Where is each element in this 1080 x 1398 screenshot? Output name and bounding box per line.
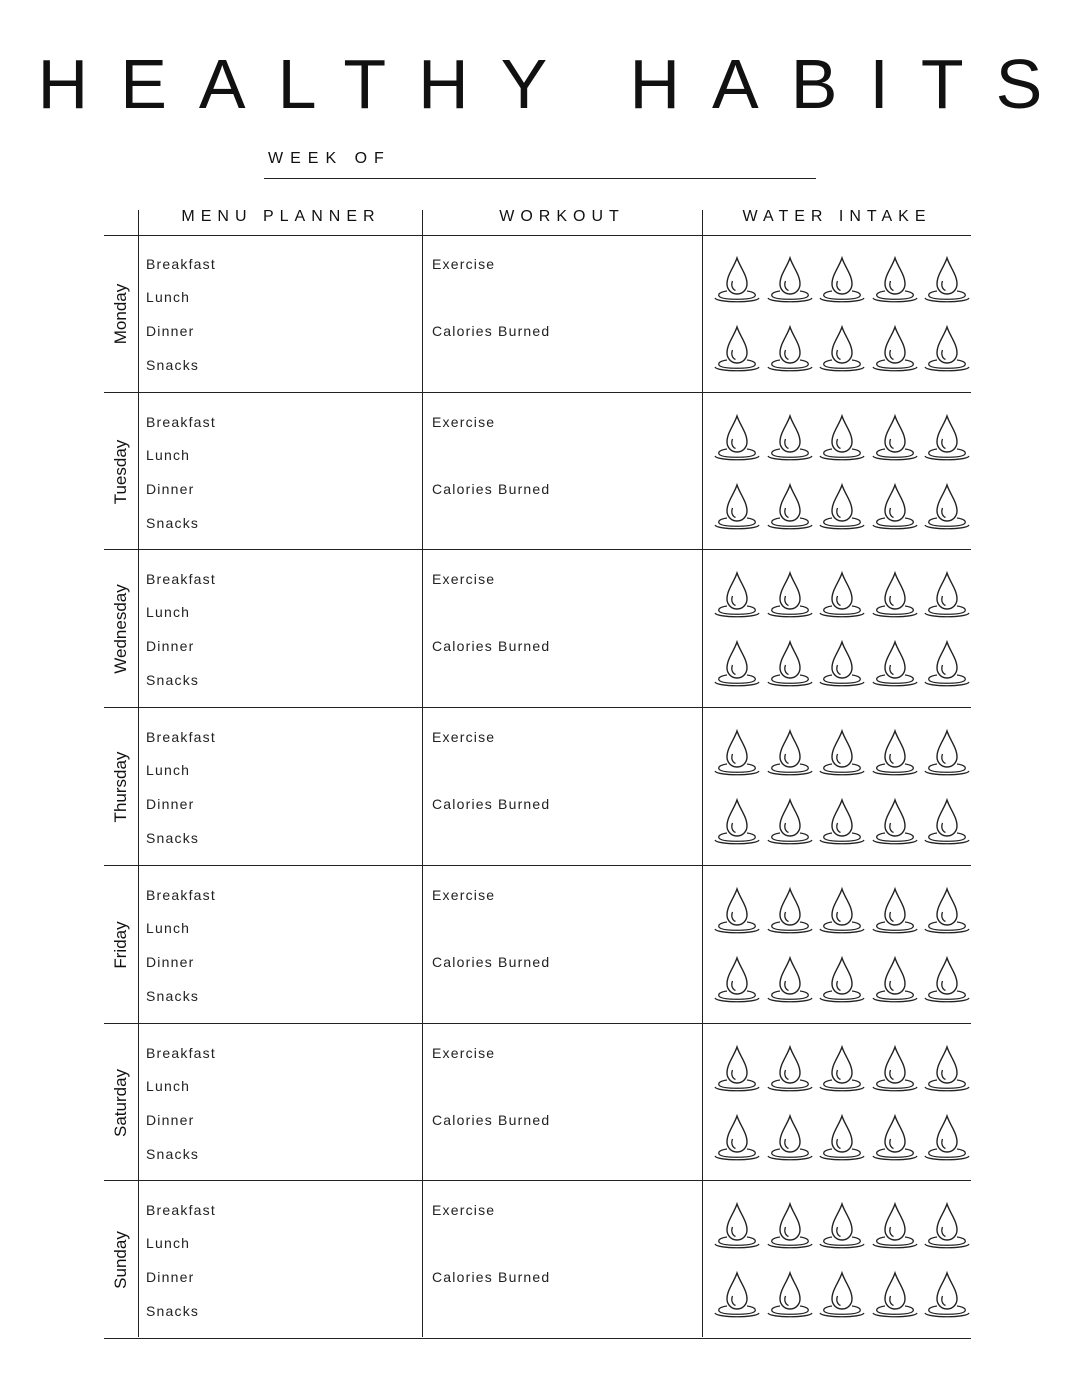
water-drop-icon[interactable] [872, 324, 918, 376]
water-intake-header: WATER INTAKE [742, 208, 932, 225]
water-drop-icon[interactable] [819, 324, 865, 376]
water-drop-icon[interactable] [767, 413, 813, 465]
row-divider [104, 392, 971, 393]
workout-label: Exercise [432, 1044, 496, 1061]
water-drop-icon[interactable] [924, 255, 970, 307]
meal-label: Breakfast [146, 729, 216, 746]
water-drop-icon[interactable] [872, 1270, 918, 1322]
row-divider [104, 1023, 971, 1024]
workout-label: Calories Burned [432, 796, 551, 813]
row-divider [104, 707, 971, 708]
water-drop-icon[interactable] [872, 797, 918, 849]
meal-label: Dinner [146, 953, 195, 970]
day-name: Wednesday [111, 584, 130, 675]
water-drop-icon[interactable] [924, 413, 970, 465]
water-drop-icon[interactable] [767, 570, 813, 622]
water-drop-icon[interactable] [924, 1270, 970, 1322]
meal-label: Snacks [146, 514, 200, 531]
meal-label: Snacks [146, 672, 200, 689]
week-of-label: WEEK OF [268, 150, 391, 167]
day-row [104, 1024, 971, 1182]
water-drops [714, 1181, 976, 1339]
water-drop-icon[interactable] [767, 797, 813, 849]
water-drop-icon[interactable] [872, 639, 918, 691]
day-name: Friday [111, 921, 130, 969]
water-drop-icon[interactable] [819, 1201, 865, 1253]
meal-label: Lunch [146, 1077, 191, 1094]
meal-label: Lunch [146, 289, 191, 305]
meal-label: Lunch [146, 919, 191, 936]
workout-label: Exercise [432, 571, 496, 588]
day-row [104, 866, 971, 1024]
meal-label: Snacks [146, 1303, 200, 1320]
water-drop-icon[interactable] [924, 1044, 970, 1096]
water-drop-icon[interactable] [924, 324, 970, 376]
workout-label: Calories Burned [432, 953, 551, 970]
water-drop-icon[interactable] [767, 255, 813, 307]
water-drop-icon[interactable] [924, 955, 970, 1007]
water-drop-icon[interactable] [872, 413, 918, 465]
meal-label: Dinner [146, 796, 195, 813]
workout-label: Exercise [432, 729, 496, 746]
water-drop-icon[interactable] [714, 1201, 760, 1253]
water-drop-icon[interactable] [714, 728, 760, 780]
water-drop-icon[interactable] [819, 1113, 865, 1165]
page-title: HEALTHY HABITS [37, 45, 1075, 123]
meal-label: Snacks [146, 830, 200, 847]
water-drop-icon[interactable] [714, 482, 760, 534]
water-drop-icon[interactable] [872, 482, 918, 534]
workout-label: Exercise [432, 413, 496, 430]
day-name: Tuesday [111, 439, 130, 504]
meal-label: Breakfast [146, 886, 216, 903]
water-drop-icon[interactable] [872, 570, 918, 622]
meal-label: Lunch [146, 446, 191, 463]
water-drop-icon[interactable] [924, 482, 970, 534]
water-drop-icon[interactable] [767, 1113, 813, 1165]
meal-label: Dinner [146, 323, 195, 339]
water-drop-icon[interactable] [714, 1113, 760, 1165]
meal-label: Breakfast [146, 1202, 216, 1219]
day-label [104, 393, 138, 551]
day-label [104, 866, 138, 1024]
water-drop-icon[interactable] [872, 728, 918, 780]
day-row [104, 393, 971, 551]
water-drop-icon[interactable] [714, 570, 760, 622]
water-drop-icon[interactable] [714, 324, 760, 376]
workout-label: Exercise [432, 256, 496, 272]
water-drop-icon[interactable] [819, 570, 865, 622]
water-drop-icon[interactable] [924, 1113, 970, 1165]
meal-label: Dinner [146, 1111, 195, 1128]
water-drop-icon[interactable] [924, 1201, 970, 1253]
meal-label: Dinner [146, 638, 195, 655]
water-drop-icon[interactable] [924, 639, 970, 691]
water-drop-icon[interactable] [872, 955, 918, 1007]
workout-label: Exercise [432, 1202, 496, 1219]
water-drop-icon[interactable] [872, 886, 918, 938]
water-drop-icon[interactable] [714, 955, 760, 1007]
water-drop-icon[interactable] [767, 728, 813, 780]
water-drop-icon[interactable] [819, 886, 865, 938]
row-divider [104, 549, 971, 550]
water-drop-icon[interactable] [924, 886, 970, 938]
water-drop-icon[interactable] [819, 797, 865, 849]
water-drop-icon[interactable] [714, 1270, 760, 1322]
water-drop-icon[interactable] [924, 797, 970, 849]
workout-label: Exercise [432, 886, 496, 903]
meal-label: Dinner [146, 1269, 195, 1286]
workout-label: Calories Burned [432, 323, 551, 339]
water-drop-icon[interactable] [714, 639, 760, 691]
water-drops [714, 866, 976, 1024]
water-drops [714, 235, 976, 393]
meal-label: Lunch [146, 604, 191, 621]
meal-label: Snacks [146, 987, 200, 1004]
meal-label: Snacks [146, 1145, 200, 1162]
water-drop-icon[interactable] [819, 482, 865, 534]
water-drop-icon[interactable] [767, 955, 813, 1007]
day-name: Thursday [111, 751, 130, 823]
day-name: Saturday [111, 1068, 130, 1137]
meal-label: Lunch [146, 1235, 191, 1252]
water-drop-icon[interactable] [767, 1201, 813, 1253]
day-label [104, 708, 138, 866]
day-name: Sunday [111, 1231, 130, 1290]
water-drop-icon[interactable] [767, 639, 813, 691]
week-of-field[interactable] [264, 148, 816, 179]
day-label [104, 1181, 138, 1339]
row-divider [104, 1180, 971, 1181]
day-name: Monday [111, 283, 130, 345]
meal-label: Breakfast [146, 413, 216, 430]
water-drop-icon[interactable] [767, 1270, 813, 1322]
workout-label: Calories Burned [432, 1111, 551, 1128]
meal-label: Breakfast [146, 256, 216, 272]
meal-label: Lunch [146, 762, 191, 779]
water-drop-icon[interactable] [819, 413, 865, 465]
workout-label: Calories Burned [432, 480, 551, 497]
menu-planner-header: MENU PLANNER [181, 208, 381, 225]
meal-label: Dinner [146, 480, 195, 497]
row-divider [104, 865, 971, 866]
day-label [104, 235, 138, 393]
water-drops [714, 1024, 976, 1182]
water-drop-icon[interactable] [819, 728, 865, 780]
water-drop-icon[interactable] [819, 639, 865, 691]
water-drop-icon[interactable] [924, 728, 970, 780]
water-drops [714, 708, 976, 866]
water-drop-icon[interactable] [767, 324, 813, 376]
water-drop-icon[interactable] [714, 797, 760, 849]
water-drop-icon[interactable] [924, 570, 970, 622]
water-drop-icon[interactable] [714, 413, 760, 465]
meal-label: Breakfast [146, 1044, 216, 1061]
workout-label: Calories Burned [432, 638, 551, 655]
water-drops [714, 550, 976, 708]
row-divider [104, 1338, 971, 1339]
water-drop-icon[interactable] [872, 1113, 918, 1165]
water-drop-icon[interactable] [872, 1201, 918, 1253]
water-drop-icon[interactable] [819, 955, 865, 1007]
workout-label: Calories Burned [432, 1269, 551, 1286]
workout-header: WORKOUT [499, 208, 625, 225]
row-divider [104, 235, 971, 236]
water-drop-icon[interactable] [767, 1044, 813, 1096]
day-row [104, 1181, 971, 1339]
water-drop-icon[interactable] [767, 886, 813, 938]
meal-label: Breakfast [146, 571, 216, 588]
day-row [104, 550, 971, 708]
water-drop-icon[interactable] [819, 255, 865, 307]
day-row [104, 708, 971, 866]
meal-label: Snacks [146, 357, 200, 373]
day-row [104, 235, 971, 393]
day-label [104, 1024, 138, 1182]
day-label [104, 550, 138, 708]
water-drop-icon[interactable] [714, 255, 760, 307]
water-drop-icon[interactable] [767, 482, 813, 534]
water-drops [714, 393, 976, 551]
water-drop-icon[interactable] [872, 255, 918, 307]
water-drop-icon[interactable] [872, 1044, 918, 1096]
water-drop-icon[interactable] [714, 1044, 760, 1096]
water-drop-icon[interactable] [819, 1270, 865, 1322]
water-drop-icon[interactable] [819, 1044, 865, 1096]
water-drop-icon[interactable] [714, 886, 760, 938]
